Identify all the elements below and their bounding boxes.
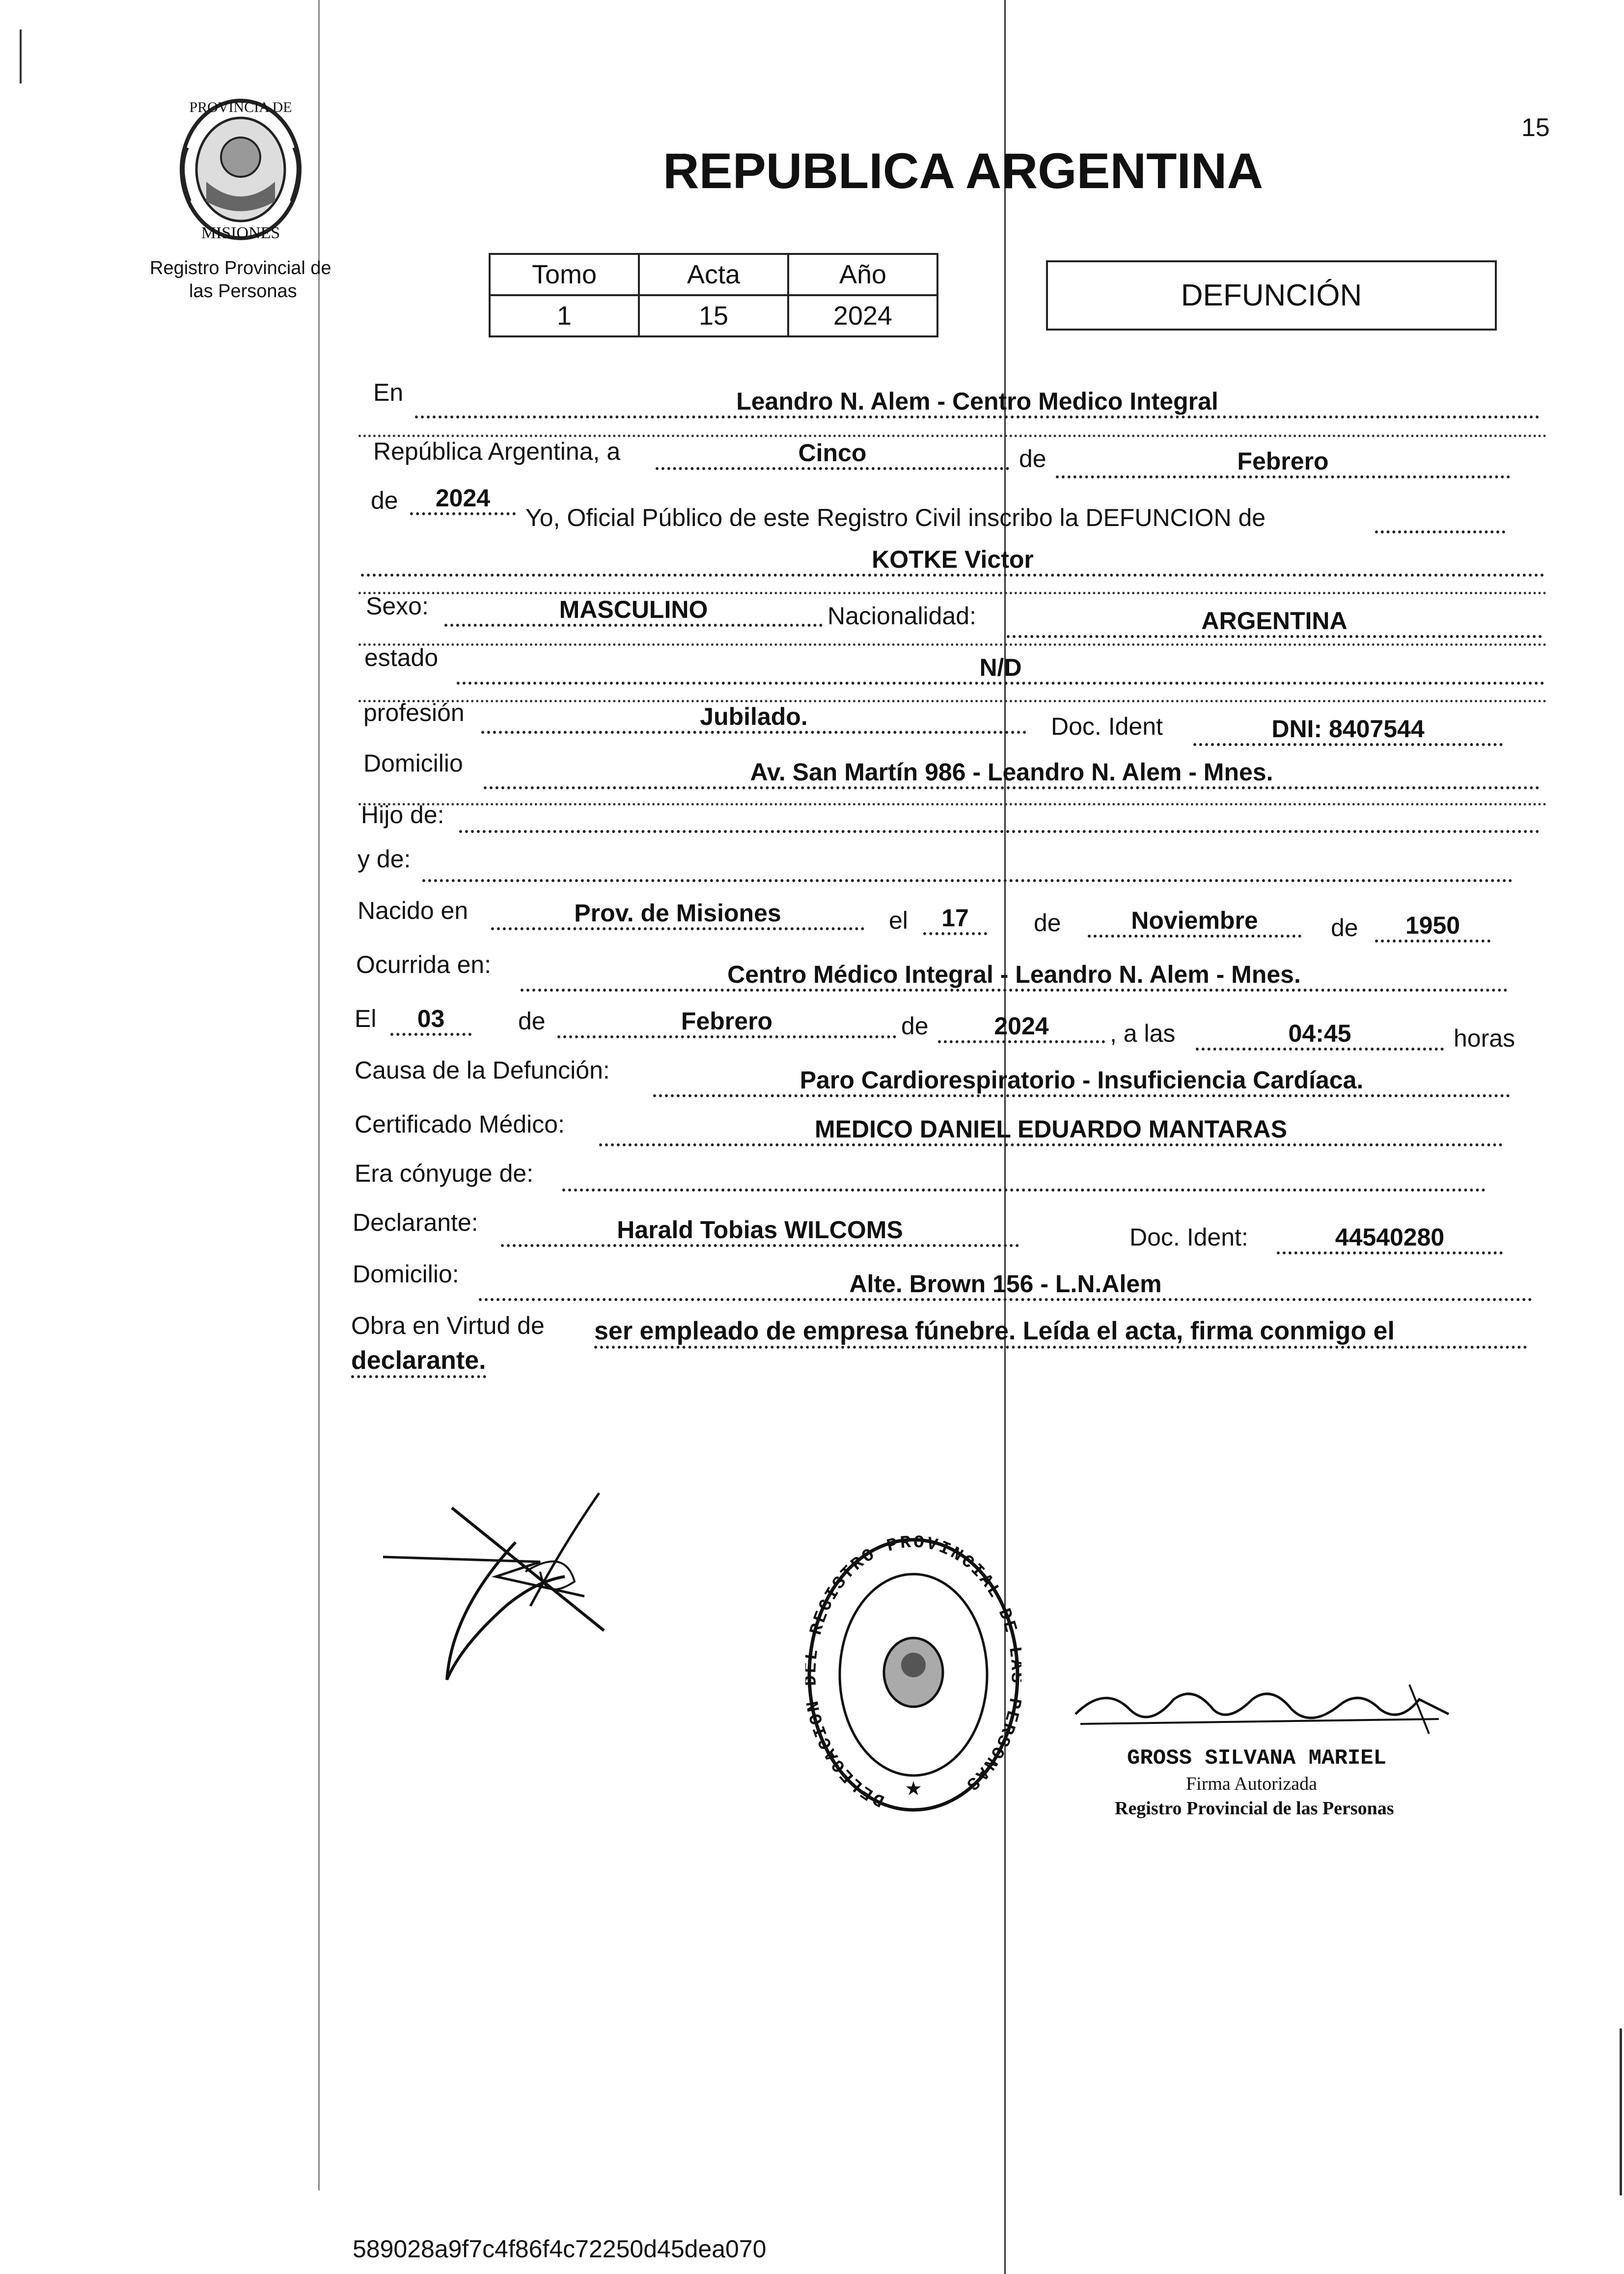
de-label: de <box>1019 445 1046 472</box>
official-stamp <box>805 1532 1021 1817</box>
seal-top-text: PROVINCIA DE <box>189 99 292 115</box>
nac-de-label: de <box>1034 909 1061 937</box>
republica-label: República Argentina, a <box>373 438 621 465</box>
nacionalidad-label: Nacionalidad: <box>827 602 976 630</box>
birth-year: 1950 <box>1375 911 1490 943</box>
death-time: 04:45 <box>1196 1019 1444 1051</box>
page-number: 15 <box>1521 113 1550 142</box>
death-day: 03 <box>390 1004 471 1036</box>
estado-label: estado <box>364 644 439 671</box>
row-separator <box>358 592 1547 594</box>
obra-label: Obra en Virtud de <box>351 1312 545 1339</box>
signer-role: Firma Autorizada <box>1186 1774 1317 1794</box>
el2-label: El <box>355 1005 377 1032</box>
declarant-signature <box>378 1483 643 1694</box>
domicilio-value: Av. San Martín 986 - Leandro N. Alem - Mnes. <box>484 758 1540 789</box>
profesion-label: profesión <box>363 699 465 726</box>
row-separator <box>358 643 1547 646</box>
fall-de-label: de <box>518 1007 546 1035</box>
a-las-label: , a las <box>1110 1020 1176 1047</box>
nacionalidad-value: ARGENTINA <box>1007 607 1542 638</box>
ref-header-acta: Acta <box>639 254 788 295</box>
reference-table <box>489 253 938 337</box>
month-value: Febrero <box>1056 447 1510 478</box>
certificado-label: Certificado Médico: <box>355 1110 565 1138</box>
hijo-label: Hijo de: <box>361 801 444 829</box>
ref-value-anio: 2024 <box>788 295 937 336</box>
decl-doc-label: Doc. Ident: <box>1129 1223 1248 1251</box>
fall-de2-label: de <box>901 1012 929 1040</box>
seal-bottom-text: MISIONES <box>201 224 280 242</box>
death-year: 2024 <box>938 1012 1105 1043</box>
signer-name: GROSS SILVANA MARIEL <box>1127 1746 1387 1771</box>
en-value: Leandro N. Alem - Centro Medico Integral <box>415 387 1540 418</box>
conyuge-value-line <box>562 1189 1486 1192</box>
authorized-signature <box>1066 1680 1459 1739</box>
right-edge-mark <box>1620 2028 1622 2195</box>
ocurrida-value: Centro Médico Integral - Leandro N. Alem - Mnes. <box>521 960 1508 992</box>
decl-doc-value: 44540280 <box>1277 1223 1503 1254</box>
page-title: REPUBLICA ARGENTINA <box>663 143 1264 199</box>
hijo-value-line <box>459 830 1540 833</box>
year-value: 2024 <box>410 484 516 515</box>
day-value: Cinco <box>656 439 1009 470</box>
province-seal <box>162 88 319 250</box>
registry-name-line1: Registro Provincial de <box>150 258 331 278</box>
y-de-label: y de: <box>358 845 411 873</box>
sexo-label: Sexo: <box>366 592 429 620</box>
nacido-label: Nacido en <box>358 897 468 924</box>
de2-label: de <box>371 487 398 514</box>
svg-text:★: ★ <box>905 1778 922 1800</box>
nac-de2-label: de <box>1331 914 1358 942</box>
footer-hash: 589028a9f7c4f86f4c72250d45dea070 <box>353 2235 767 2263</box>
left-edge-mark <box>20 29 22 83</box>
sexo-value: MASCULINO <box>444 595 823 627</box>
conyuge-label: Era cónyuge de: <box>355 1160 534 1187</box>
ref-value-tomo: 1 <box>490 295 639 336</box>
yo-dotted-line <box>1375 530 1505 533</box>
stamp-ring-text: DELEGACIO REGISTRO PROVINCIAL DE ERSONAS <box>805 1532 1021 1811</box>
document-type: DEFUNCIÓN <box>1181 278 1362 312</box>
registry-name-line2: las Personas <box>189 281 297 302</box>
causa-label: Causa de la Defunción: <box>355 1056 610 1084</box>
estado-value: N/D <box>457 653 1544 685</box>
declarante-label: Declarante: <box>353 1209 478 1236</box>
en-label: En <box>373 379 404 406</box>
doc-value: DNI: 8407544 <box>1193 715 1503 746</box>
el-label: el <box>889 907 908 934</box>
nacido-value: Prov. de Misiones <box>491 899 864 930</box>
decl-domicilio-value: Alte. Brown 156 - L.N.Alem <box>479 1270 1532 1301</box>
y-de-value-line <box>422 879 1513 882</box>
birth-month: Noviembre <box>1088 906 1301 938</box>
birth-day: 17 <box>923 904 987 935</box>
row-separator <box>358 803 1547 805</box>
obra-value-2: declarante. <box>351 1346 486 1378</box>
ref-header-anio: Año <box>788 254 937 295</box>
doc-label: Doc. Ident <box>1051 713 1163 740</box>
document-type-box <box>1046 260 1497 331</box>
ref-value-acta: 15 <box>639 295 788 336</box>
ref-header-tomo: Tomo <box>490 254 639 295</box>
horas-label: horas <box>1454 1025 1515 1052</box>
ocurrida-label: Ocurrida en: <box>356 951 492 978</box>
left-margin-rule <box>318 0 320 2191</box>
signer-org: Registro Provincial de las Personas <box>1115 1798 1394 1819</box>
death-month: Febrero <box>557 1007 896 1038</box>
deceased-name: KOTKE Victor <box>361 545 1544 577</box>
profesion-value: Jubilado. <box>481 702 1026 734</box>
obra-value-1: ser empleado de empresa fúnebre. Leída el acta, firma conmigo el <box>594 1316 1527 1349</box>
decl-domicilio-label: Domicilio: <box>353 1260 459 1288</box>
domicilio-label: Domicilio <box>363 749 463 777</box>
declarante-value: Harald Tobias WILCOMS <box>501 1216 1019 1247</box>
causa-value: Paro Cardiorespiratorio - Insuficiencia Cardíaca. <box>653 1066 1510 1097</box>
certificado-value: MEDICO DANIEL EDUARDO MANTARAS <box>599 1115 1503 1146</box>
yo-text: Yo, Oficial Público de este Registro Civil inscribo la DEFUNCION de <box>525 504 1266 531</box>
